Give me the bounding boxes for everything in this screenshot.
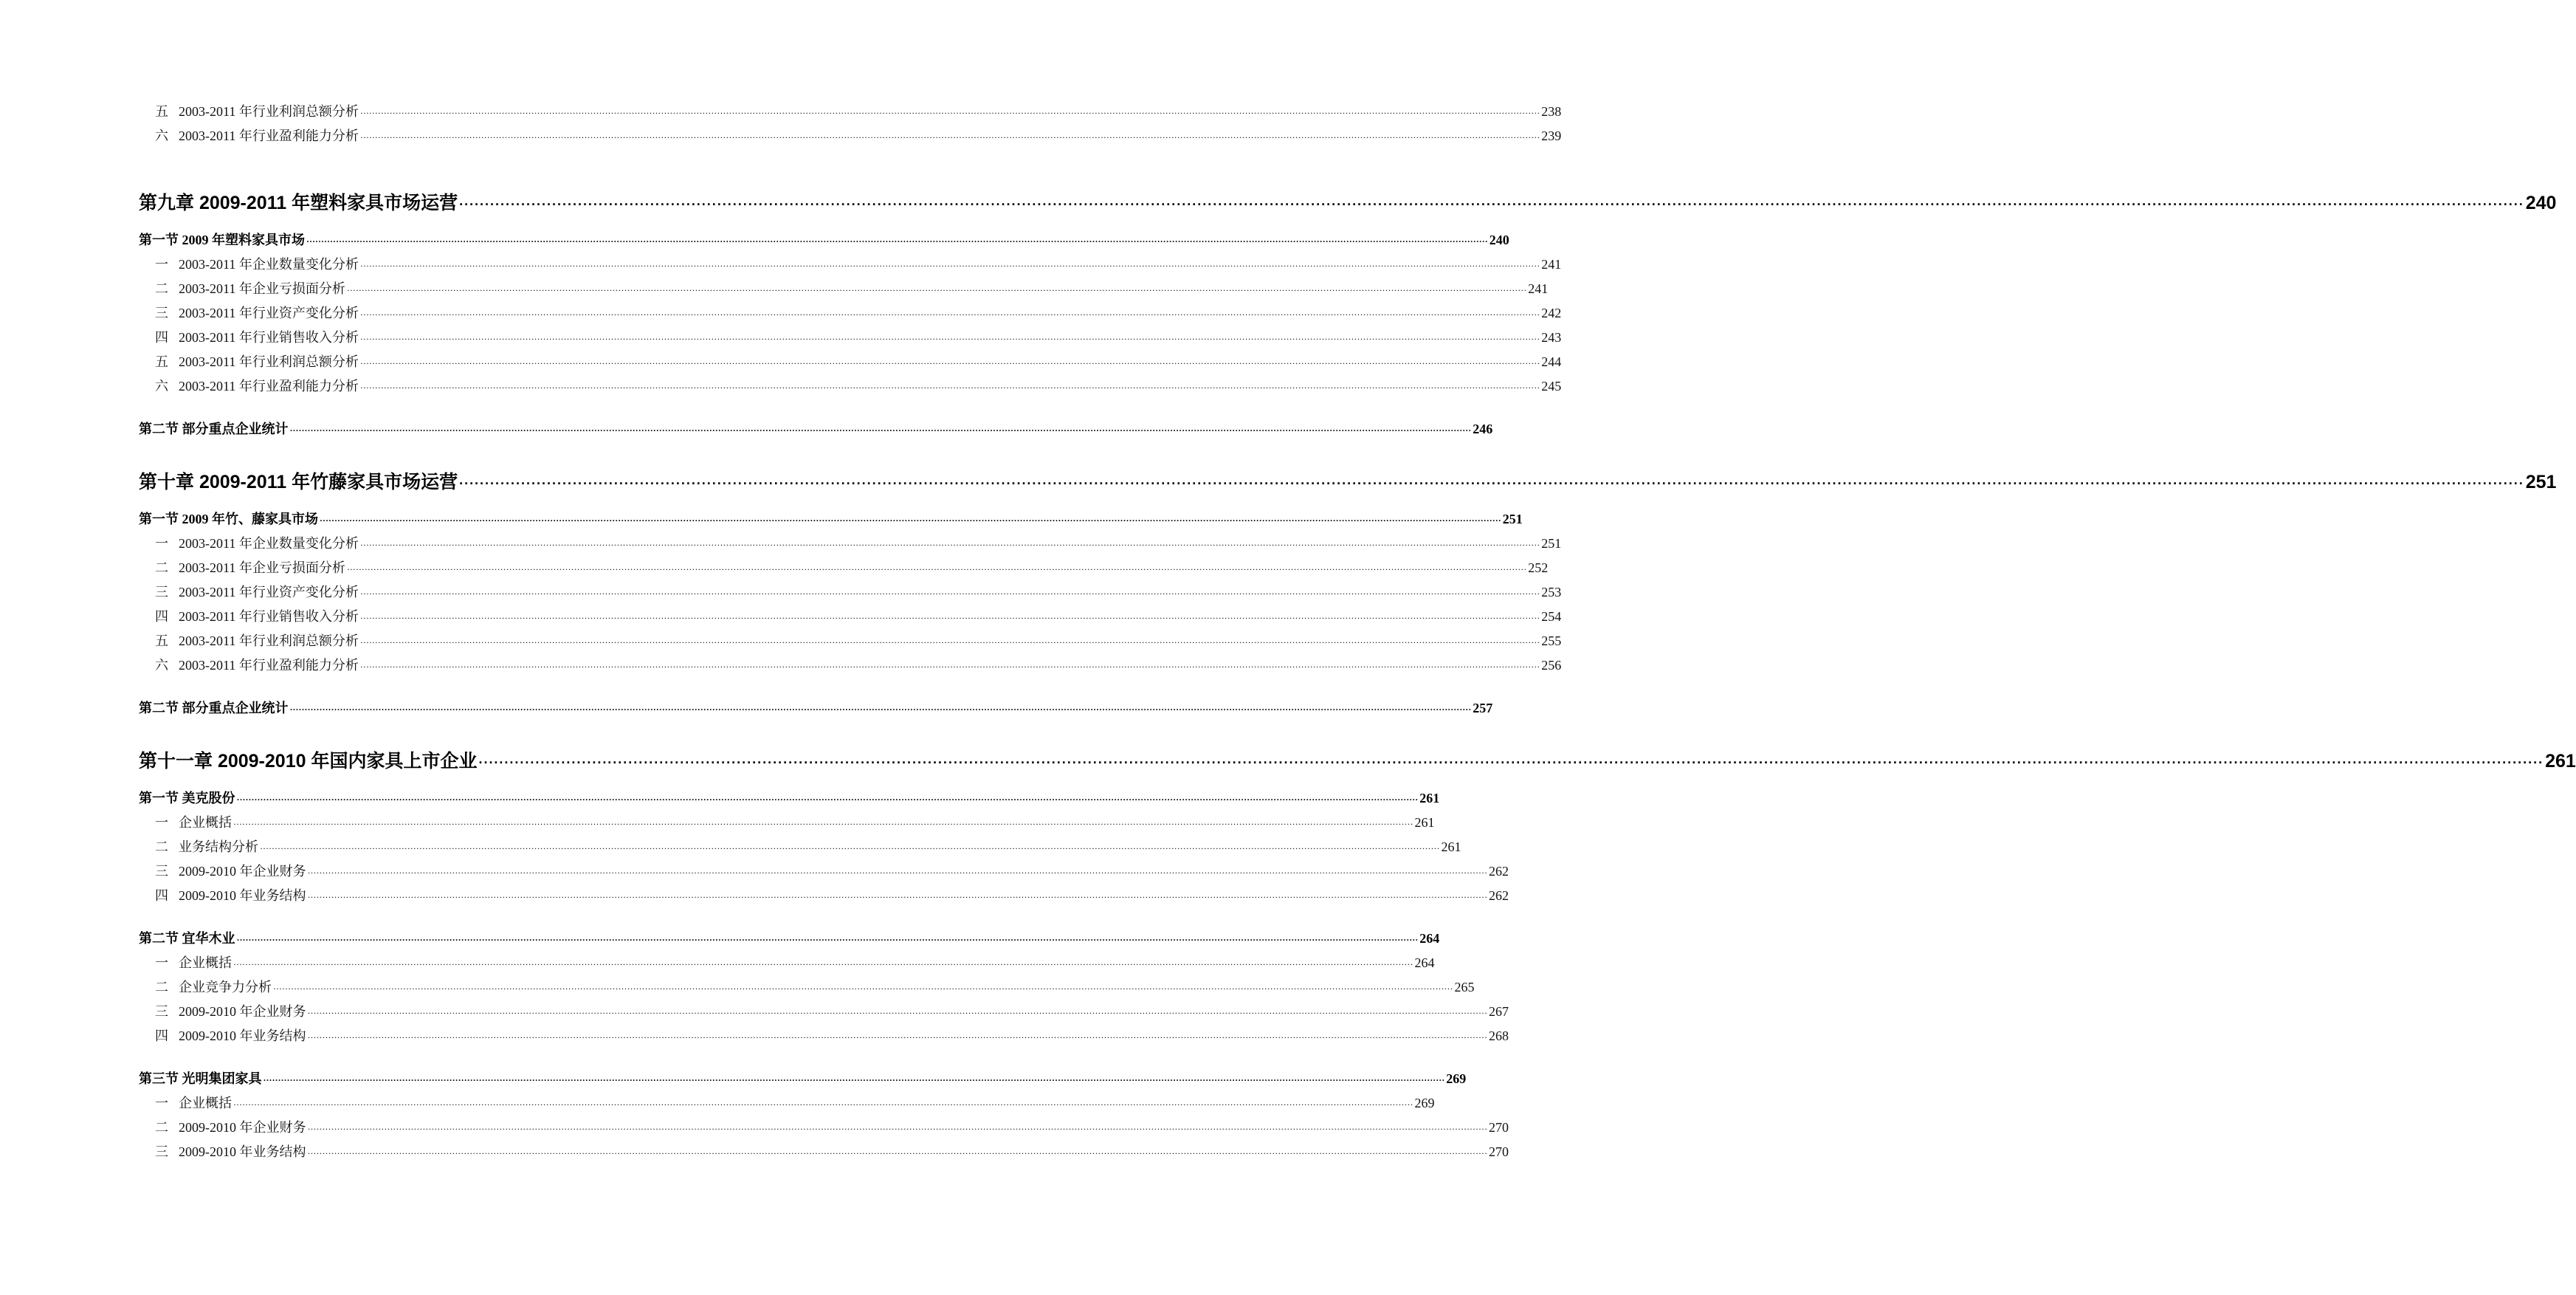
toc-item-title: 2003-2011 年行业盈利能力分析 [179, 658, 359, 673]
toc-page-number: 254 [1541, 609, 1562, 624]
toc-item-number: 二 [155, 839, 168, 854]
toc-page-number: 268 [1488, 1028, 1509, 1043]
toc-item-label [139, 977, 272, 996]
toc-item-label [139, 1026, 306, 1045]
toc-page-number: 261 [1419, 791, 1440, 805]
toc-page-number: 242 [1541, 306, 1562, 320]
toc-item-title: 2009-2010 年业务结构 [179, 888, 306, 903]
toc-item-number: 五 [155, 354, 168, 369]
toc-item-number: 一 [155, 1096, 168, 1110]
dot-leader: ················································································································································································································································································································································································································ [359, 358, 1540, 368]
toc-page-number: 265 [1454, 980, 1475, 995]
toc-item-number: 五 [155, 104, 168, 119]
toc-chapter-row[interactable] [139, 188, 2557, 215]
toc-item-label [139, 1141, 306, 1161]
toc-page-number: 240 [1489, 233, 1509, 247]
toc-item-title: 企业概括 [179, 955, 232, 970]
dot-leader: ················································································································································································································································································································································································································ [478, 755, 2544, 770]
toc-item-number: 五 [155, 633, 168, 648]
toc-item-row[interactable] [139, 1141, 1509, 1161]
dot-leader: ················································································································································································································································································································································································································ [307, 868, 1487, 878]
dot-leader: ················································································································································································································································································································································································································ [346, 564, 1527, 574]
toc-item-row[interactable] [139, 533, 1562, 552]
dot-leader: ················································································································································································································································································································································································································ [459, 476, 2524, 491]
toc-item-number: 四 [155, 330, 168, 345]
dot-leader: ················································································································································································································································································································································································································ [307, 1032, 1487, 1042]
toc-item-row[interactable] [139, 655, 1562, 674]
toc-item-label [139, 351, 359, 371]
toc-item-title: 2009-2010 年企业财务 [179, 1120, 306, 1135]
toc-item-label [139, 582, 359, 601]
dot-leader: ················································································································································································································································································································································································································ [260, 843, 1440, 853]
toc-page-number: 270 [1488, 1120, 1509, 1135]
toc-section-title: 第三节 光明集团家具 [139, 1071, 262, 1086]
dot-leader: ················································································································································································································································································································································································································ [359, 261, 1540, 271]
dot-leader: ················································································································································································································································································································································································································ [307, 1124, 1487, 1134]
dot-leader: ················································································································································································································································································································································································································ [359, 662, 1540, 672]
toc-item-number: 六 [155, 379, 168, 394]
toc-section-row[interactable] [139, 698, 1493, 717]
dot-leader: ················································································································································································································································································································································································································ [233, 959, 1413, 969]
toc-item-label [139, 327, 359, 346]
dot-leader: ················································································································································································································································································································································································································ [263, 1075, 1445, 1085]
toc-chapter-title: 第十章 2009-2011 年竹藤家具市场运营 [139, 472, 458, 492]
toc-section-row[interactable] [139, 928, 1440, 947]
dot-leader: ················································································································································································································································································································································································································ [359, 613, 1540, 623]
toc-page-number: 253 [1541, 585, 1562, 600]
toc-page-number: 239 [1541, 128, 1562, 143]
toc-item-title: 2003-2011 年行业盈利能力分析 [179, 379, 359, 394]
toc-item-title: 2003-2011 年行业资产变化分析 [179, 306, 359, 320]
toc-item-label [139, 606, 359, 625]
toc-item-title: 2009-2010 年企业财务 [179, 1004, 306, 1019]
toc-chapter-title: 第十一章 2009-2010 年国内家具上市企业 [139, 751, 478, 772]
toc-item-number: 三 [155, 864, 168, 879]
toc-item-number: 三 [155, 1144, 168, 1159]
toc-item-number: 四 [155, 1028, 168, 1043]
toc-page-number: 245 [1541, 379, 1562, 394]
toc-item-title: 企业竞争力分析 [179, 980, 272, 995]
toc-section-row[interactable] [139, 788, 1440, 807]
toc-page-number: 251 [1502, 512, 1523, 526]
toc-page-number: 262 [1488, 864, 1509, 879]
toc-item-row[interactable] [139, 1093, 1435, 1112]
dot-leader: ················································································································································································································································································································································································································ [459, 197, 2524, 212]
dot-leader: ················································································································································································································································································································································································································ [359, 108, 1540, 118]
toc-item-label [139, 126, 359, 145]
dot-leader: ················································································································································································································································································································································································································ [359, 588, 1540, 599]
toc-section-title: 第二节 部分重点企业统计 [139, 701, 289, 715]
toc-page-number: 264 [1419, 931, 1440, 946]
toc-section-title: 第二节 宜华木业 [139, 931, 235, 946]
toc-section-title: 第一节 2009 年塑料家具市场 [139, 233, 305, 247]
dot-leader: ················································································································································································································································································································································································································ [233, 819, 1413, 829]
toc-section-title: 第一节 美克股份 [139, 791, 235, 805]
toc-item-row[interactable] [139, 861, 1509, 880]
toc-item-row[interactable] [139, 837, 1461, 856]
toc-item-title: 企业概括 [179, 1096, 232, 1110]
toc-page-number: 252 [1528, 560, 1549, 575]
toc-item-row[interactable] [139, 327, 1562, 346]
toc-item-row[interactable] [139, 303, 1562, 322]
toc-item-title: 2003-2011 年企业数量变化分析 [179, 536, 359, 551]
toc-item-row[interactable] [139, 582, 1562, 601]
toc-item-row[interactable] [139, 101, 1562, 120]
toc-item-number: 二 [155, 980, 168, 995]
toc-item-label [139, 557, 345, 577]
toc-item-row[interactable] [139, 885, 1509, 904]
dot-leader: ················································································································································································································································································································································································································ [346, 285, 1527, 295]
toc-section-row[interactable] [139, 419, 1493, 438]
toc-item-row[interactable] [139, 952, 1435, 972]
toc-item-row[interactable] [139, 1026, 1509, 1045]
toc-item-label [139, 655, 359, 674]
toc-item-number: 二 [155, 1120, 168, 1135]
toc-section-title: 第一节 2009 年竹、藤家具市场 [139, 512, 318, 526]
toc-item-number: 一 [155, 536, 168, 551]
toc-item-label [139, 812, 232, 831]
dot-leader: ················································································································································································································································································································································································································ [320, 515, 1501, 526]
toc-item-label [139, 1117, 306, 1136]
toc-page-number: 261 [1441, 839, 1461, 854]
toc-item-title: 2003-2011 年行业利润总额分析 [179, 354, 359, 369]
toc-item-number: 二 [155, 281, 168, 296]
dot-leader: ················································································································································································································································································································································································································ [359, 382, 1540, 393]
toc-item-label [139, 837, 258, 856]
toc-page-number: 246 [1473, 422, 1493, 436]
toc-item-title: 2009-2010 年企业财务 [179, 864, 306, 879]
toc-item-number: 三 [155, 306, 168, 320]
toc-item-row[interactable] [139, 351, 1562, 371]
toc-item-title: 业务结构分析 [179, 839, 258, 854]
toc-page-number: 243 [1541, 330, 1562, 345]
toc-section-row[interactable] [139, 230, 1509, 249]
toc-item-row[interactable] [139, 254, 1562, 273]
toc-item-number: 一 [155, 955, 168, 970]
toc-page-number: 264 [1414, 955, 1435, 970]
toc-item-title: 2003-2011 年企业亏损面分析 [179, 560, 345, 575]
toc-page-number: 251 [2525, 472, 2557, 492]
toc-item-label [139, 885, 306, 904]
toc-item-label [139, 952, 232, 972]
toc-item-title: 2003-2011 年行业资产变化分析 [179, 585, 359, 600]
toc-item-row[interactable] [139, 126, 1562, 145]
toc-section-row[interactable] [139, 509, 1523, 528]
toc-page-number: 240 [2525, 193, 2557, 213]
toc-item-title: 2003-2011 年行业盈利能力分析 [179, 128, 359, 143]
toc-section-title: 第二节 部分重点企业统计 [139, 422, 289, 436]
toc-item-title: 2003-2011 年企业数量变化分析 [179, 257, 359, 272]
dot-leader: ················································································································································································································································································································································································································ [236, 935, 1419, 945]
dot-leader: ················································································································································································································································································································································································································ [289, 704, 1472, 715]
toc-item-number: 二 [155, 560, 168, 575]
toc-item-row[interactable] [139, 278, 1549, 298]
toc-item-title: 2009-2010 年业务结构 [179, 1144, 306, 1159]
toc-item-number: 三 [155, 585, 168, 600]
toc-page-number: 270 [1488, 1144, 1509, 1159]
toc-item-title: 2003-2011 年行业利润总额分析 [179, 104, 359, 119]
toc-item-label [139, 376, 359, 395]
toc-item-row[interactable] [139, 977, 1475, 996]
toc-item-number: 四 [155, 888, 168, 903]
toc-page-number: 257 [1473, 701, 1493, 715]
toc-item-row[interactable] [139, 1001, 1509, 1020]
toc-item-label [139, 254, 359, 273]
toc-page-number: 251 [1541, 536, 1562, 551]
toc-chapter-row[interactable] [139, 467, 2557, 494]
toc-item-title: 2003-2011 年行业利润总额分析 [179, 633, 359, 648]
toc-item-title: 企业概括 [179, 815, 232, 830]
toc-page-number: 267 [1488, 1004, 1509, 1019]
toc-item-row[interactable] [139, 606, 1562, 625]
toc-item-number: 六 [155, 128, 168, 143]
dot-leader: ················································································································································································································································································································································································································ [236, 794, 1419, 805]
dot-leader: ················································································································································································································································································································································································································ [306, 236, 1488, 247]
dot-leader: ················································································································································································································································································································································································································ [307, 892, 1487, 902]
toc-item-label [139, 533, 359, 552]
toc-item-number: 三 [155, 1004, 168, 1019]
toc-item-label [139, 303, 359, 322]
toc-page-number: 269 [1446, 1071, 1467, 1086]
toc-page-number: 261 [2545, 751, 2576, 772]
toc-page-number: 269 [1414, 1096, 1435, 1110]
dot-leader: ················································································································································································································································································································································································································ [359, 334, 1540, 344]
toc-page-number: 241 [1541, 257, 1562, 272]
toc-item-title: 2003-2011 年行业销售收入分析 [179, 609, 359, 624]
toc-page-number: 261 [1414, 815, 1435, 830]
toc-item-number: 一 [155, 257, 168, 272]
toc-item-label [139, 101, 359, 120]
toc-chapter-title: 第九章 2009-2011 年塑料家具市场运营 [139, 193, 458, 213]
toc-item-label [139, 278, 345, 298]
toc-item-title: 2003-2011 年行业销售收入分析 [179, 330, 359, 345]
toc-page-number: 262 [1488, 888, 1509, 903]
dot-leader: ················································································································································································································································································································································································································ [273, 983, 1453, 994]
dot-leader: ················································································································································································································································································································································································································ [307, 1008, 1487, 1018]
dot-leader: ················································································································································································································································································································································································································ [359, 637, 1540, 648]
toc-item-label [139, 1001, 306, 1020]
toc-item-row[interactable] [139, 812, 1435, 831]
toc-item-label [139, 1093, 232, 1112]
toc-page-number: 244 [1541, 354, 1562, 369]
toc-item-row[interactable] [139, 557, 1549, 577]
dot-leader: ················································································································································································································································································································································································································ [307, 1148, 1487, 1158]
toc-item-number: 四 [155, 609, 168, 624]
toc-item-number: 六 [155, 658, 168, 673]
toc-page-number: 255 [1541, 633, 1562, 648]
dot-leader: ················································································································································································································································································································································································································ [289, 425, 1472, 436]
toc-chapter-row[interactable] [139, 746, 2576, 773]
dot-leader: ················································································································································································································································································································································································································ [359, 540, 1540, 550]
toc-item-row[interactable] [139, 1117, 1509, 1136]
toc-item-number: 一 [155, 815, 168, 830]
toc-item-row[interactable] [139, 376, 1562, 395]
dot-leader: ················································································································································································································································································································································································································ [233, 1099, 1413, 1110]
toc-section-row[interactable] [139, 1068, 1467, 1088]
dot-leader: ················································································································································································································································································································································································································ [359, 132, 1540, 142]
toc-item-label [139, 861, 306, 880]
toc-item-title: 2009-2010 年业务结构 [179, 1028, 306, 1043]
toc-page-number: 256 [1541, 658, 1562, 673]
toc-item-row[interactable] [139, 631, 1562, 650]
dot-leader: ················································································································································································································································································································································································································ [359, 309, 1540, 320]
toc-page-number: 241 [1528, 281, 1549, 296]
toc-item-label [139, 631, 359, 650]
toc-item-title: 2003-2011 年企业亏损面分析 [179, 281, 345, 296]
toc-page-number: 238 [1541, 104, 1562, 119]
